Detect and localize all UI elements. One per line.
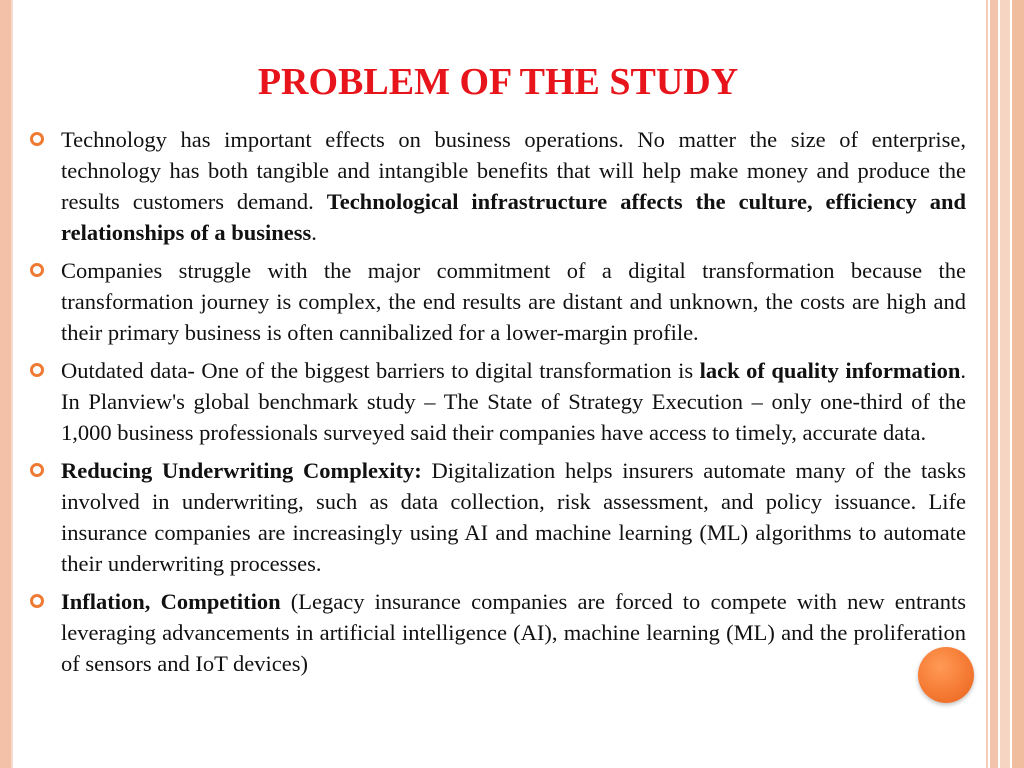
bullet-item-companies <box>30 255 966 348</box>
bullet-text: (Legacy insurance companies are forced to compete with new entrants leveraging advancements in artificial intelligence (AI), machine learning (ML) and the proliferation of sensors and IoT devices) <box>61 589 966 676</box>
bullet-item-technology <box>30 124 966 248</box>
bullet-text: Digitalization helps insurers automate many of the tasks involved in underwriting, such as data collection, risk assessment, and policy issuance. Life insurance companies are increasingly using AI and machine learning (ML) algorithms to automate their underwriting processes. <box>61 458 966 576</box>
left-border <box>0 0 11 768</box>
bullet-text: . <box>311 220 317 245</box>
bullet-text: Companies struggle with the major commitment of a digital transformation because the transformation journey is complex, the end results are distant and unknown, the costs are high and their primary business is often cannibalized for a lower-margin profile. <box>61 258 966 345</box>
bullet-item-outdated-data <box>30 355 966 448</box>
orange-circle-decoration <box>918 647 974 703</box>
bullet-bold-text: Reducing Underwriting Complexity: <box>61 458 422 483</box>
bullet-ring-icon <box>30 263 44 277</box>
slide-title: PROBLEM OF THE STUDY <box>257 61 739 103</box>
bullet-ring-icon <box>30 463 44 477</box>
bullet-ring-icon <box>30 594 44 608</box>
bullet-ring-icon <box>30 363 44 377</box>
bullet-text: Technology has important effects on business operations. No matter the size of enterprise, technology has both tangible and intangible benefits that will help make money and produce the results customers demand. <box>61 127 966 214</box>
bullet-bold-text: lack of quality information <box>699 358 961 383</box>
bullet-bold-text: Inflation, Competition <box>61 589 281 614</box>
bullet-list <box>30 124 966 686</box>
right-stripe <box>1000 0 1010 768</box>
right-stripe <box>986 0 988 768</box>
bullet-bold-text: Technological infrastructure affects the culture, efficiency and relationships of a business <box>61 189 966 245</box>
right-stripe <box>1012 0 1024 768</box>
bullet-text: Outdated data- One of the biggest barriers to digital transformation is <box>61 358 700 383</box>
left-border-line <box>11 0 13 768</box>
bullet-item-underwriting <box>30 455 966 579</box>
bullet-ring-icon <box>30 132 44 146</box>
bullet-item-inflation <box>30 586 966 679</box>
bullet-text: . In Planview's global benchmark study – The State of Strategy Execution – only one-third of the 1,000 business professionals surveyed said their companies have access to timely, accurate data. <box>61 358 966 445</box>
right-stripe <box>990 0 998 768</box>
